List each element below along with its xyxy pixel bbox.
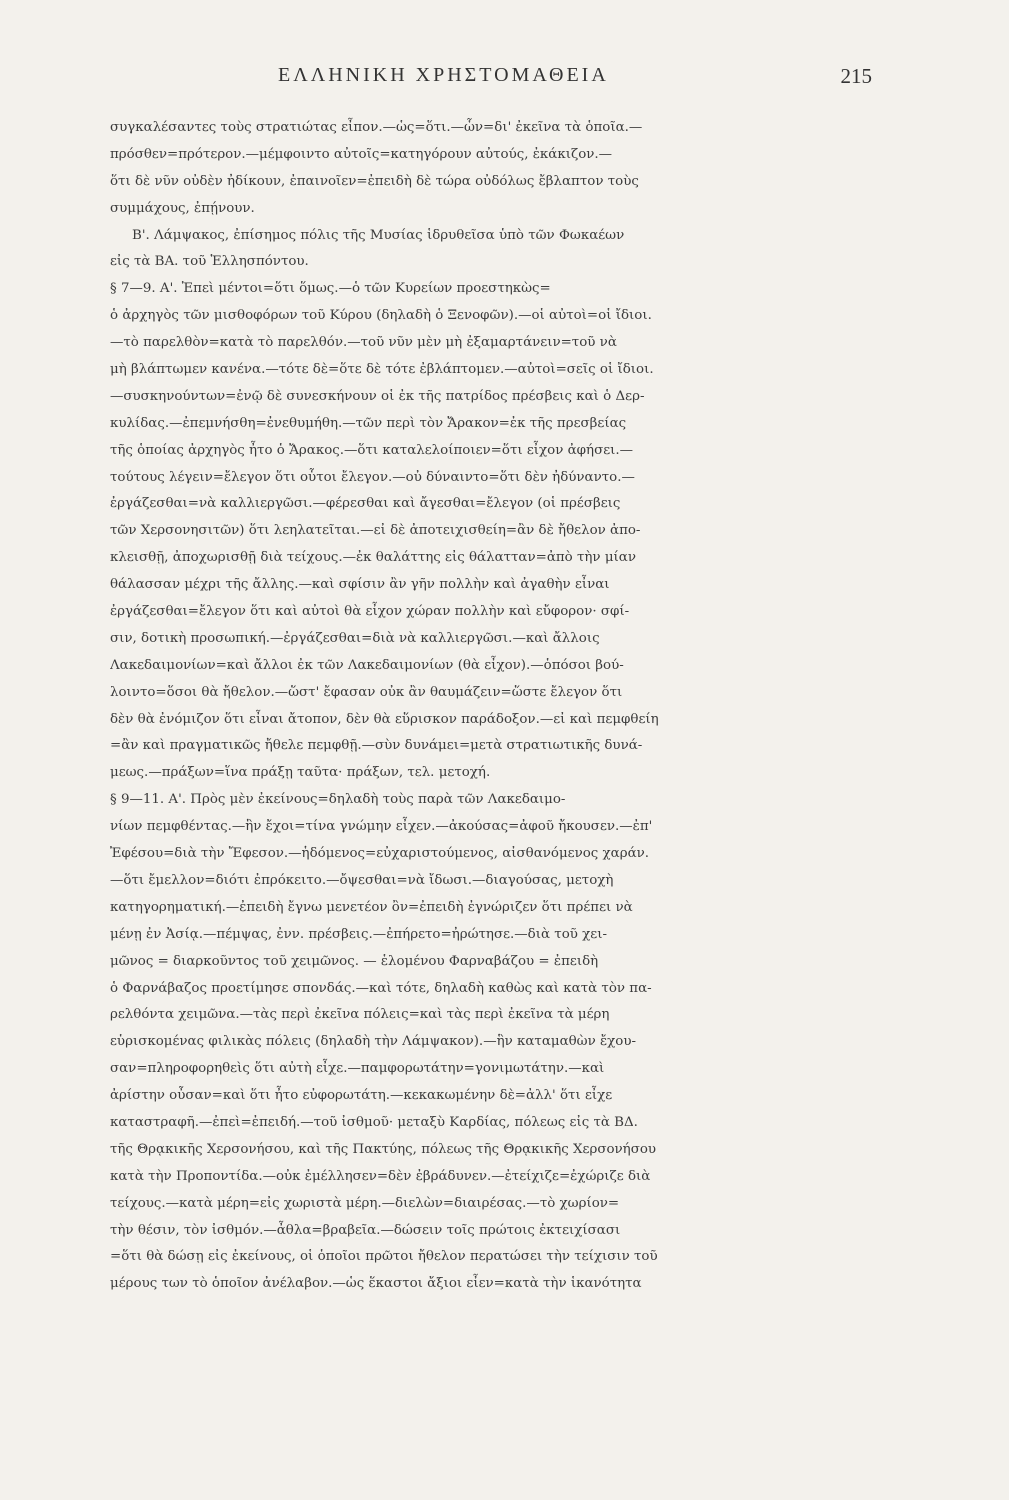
text-line: Β'. Λάμψακος, ἐπίσημος πόλις τῆς Μυσίας ἱδρυθεῖσα ὑπὸ τῶν Φωκαέων (132, 227, 625, 243)
text-line: Λακεδαιμονίων=καὶ ἄλλοι ἐκ τῶν Λακεδαιμονίων (θὰ εἶχον).—ὁπόσοι βού- (110, 657, 624, 673)
text-line: μῶνος = διαρκοῦντος τοῦ χειμῶνος. — ἑλομένου Φαρναβάζου = ἐπειδὴ (110, 953, 599, 969)
text-line: τὴν θέσιν, τὸν ἰσθμόν.—ἆθλα=βραβεῖα.—δώσειν τοῖς πρώτοις ἐκτειχίσασι (110, 1222, 621, 1238)
text-line: δὲν θὰ ἐνόμιζον ὅτι εἶναι ἄτοπον, δὲν θὰ εὕρισκον παράδοξον.—εἰ καὶ πεμφθείη (110, 711, 659, 727)
text-line: Ἐφέσου=διὰ τὴν Ἔφεσον.—ἡδόμενος=εὐχαριστούμενος, αἰσθανόμενος χαράν. (110, 846, 650, 862)
page-header (110, 64, 882, 94)
text-line: κλεισθῇ, ἀποχωρισθῇ διὰ τείχους.—ἐκ θαλάττης εἰς θάλατταν=ἀπὸ τὴν μίαν (110, 550, 636, 566)
text-line: ρελθόντα χειμῶνα.—τὰς περὶ ἐκεῖνα πόλεις=καὶ τὰς περὶ ἐκεῖνα τὰ μέρη (110, 1007, 610, 1023)
text-line: —τὸ παρελθὸν=κατὰ τὸ παρελθόν.—τοῦ νῦν μὲν μὴ ἐξαμαρτάνειν=τοῦ νὰ (110, 335, 617, 351)
text-line: —ὅτι ἔμελλον=διότι ἐπρόκειτο.—ὄψεσθαι=νὰ ἴδωσι.—διαγούσας, μετοχὴ (110, 872, 614, 888)
text-line: μεως.—πράξων=ἵνα πράξῃ ταῦτα· πράξων, τελ. μετοχή. (110, 765, 491, 781)
text-line: ὁ ἀρχηγὸς τῶν μισθοφόρων τοῦ Κύρου (δηλαδὴ ὁ Ξενοφῶν).—οἱ αὐτοὶ=οἱ ἴδιοι. (110, 308, 652, 324)
text-line: σαν=πληροφορηθεὶς ὅτι αὐτὴ εἶχε.—παμφορωτάτην=γονιμωτάτην.—καὶ (110, 1061, 605, 1077)
text-line: μένῃ ἐν Ἀσίᾳ.—πέμψας, ἐνν. πρέσβεις.—ἐπήρετο=ἠρώτησε.—διὰ τοῦ χει- (110, 926, 607, 942)
text-line: ἐργάζεσθαι=ἔλεγον ὅτι καὶ αὐτοὶ θὰ εἶχον χώραν πολλὴν καὶ εὔφορον· σφί- (110, 604, 630, 620)
text-line: § 9—11. Α'. Πρὸς μὲν ἐκείνους=δηλαδὴ τοὺς παρὰ τῶν Λακεδαιμο- (110, 792, 566, 808)
text-line: λοιντο=ὅσοι θὰ ἤθελον.—ὥστ' ἔφασαν οὐκ ἂν θαυμάζειν=ὥστε ἔλεγον ὅτι (110, 684, 623, 700)
text-line: μέρους των τὸ ὁποῖον ἀνέλαβον.—ὡς ἕκαστοι ἄξιοι εἶεν=κατὰ τὴν ἱκανότητα (110, 1276, 642, 1292)
text-line: κυλίδας.—ἐπεμνήσθη=ἐνεθυμήθη.—τῶν περὶ τὸν Ἄρακον=ἐκ τῆς πρεσβείας (110, 415, 627, 431)
text-line: θάλασσαν μέχρι τῆς ἄλλης.—καὶ σφίσιν ἂν γῆν πολλὴν καὶ ἀγαθὴν εἶναι (110, 577, 610, 593)
text-line: τῶν Χερσονησιτῶν) ὅτι λεηλατεῖται.—εἰ δὲ ἀποτειχισθείη=ἂν δὲ ἤθελον ἀπο- (110, 523, 641, 539)
text-line: =ὅτι θὰ δώσῃ εἰς ἐκείνους, οἱ ὁποῖοι πρῶτοι ἤθελον περατώσει τὴν τείχισιν τοῦ (110, 1249, 658, 1265)
text-line: τείχους.—κατὰ μέρη=εἰς χωριστὰ μέρη.—διελὼν=διαιρέσας.—τὸ χωρίον= (110, 1195, 620, 1211)
text-line: τῆς Θρᾳκικῆς Χερσονήσου, καὶ τῆς Πακτύης, πόλεως τῆς Θρᾳκικῆς Χερσονήσου (110, 1141, 657, 1157)
text-line: εἰς τὰ ΒΑ. τοῦ Ἑλλησπόντου. (110, 254, 309, 270)
text-line: κατηγορηματική.—ἐπειδὴ ἔγνω μενετέον ὂν=ἐπειδὴ ἐγνώριζεν ὅτι πρέπει νὰ (110, 899, 633, 915)
text-line: νίων πεμφθέντας.—ἣν ἔχοι=τίνα γνώμην εἶχεν.—ἀκούσας=ἀφοῦ ἤκουσεν.—ἐπ' (110, 819, 653, 835)
text-line: τούτους λέγειν=ἔλεγον ὅτι οὗτοι ἔλεγον.—οὐ δύναιντο=ὅτι δὲν ἠδύναντο.— (110, 469, 635, 485)
text-line: σιν, δοτικὴ προσωπική.—ἐργάζεσθαι=διὰ νὰ καλλιεργῶσι.—καὶ ἄλλοις (110, 630, 600, 646)
text-line: ὁ Φαρνάβαζος προετίμησε σπονδάς.—καὶ τότε, δηλαδὴ καθὼς καὶ κατὰ τὸν πα- (110, 980, 652, 996)
text-line: τῆς ὁποίας ἀρχηγὸς ἦτο ὁ Ἄρακος.—ὅτι καταλελοίποιεν=ὅτι εἶχον ἀφήσει.— (110, 442, 634, 458)
text-line: =ἂν καὶ πραγματικῶς ἤθελε πεμφθῇ.—σὺν δυνάμει=μετὰ στρατιωτικῆς δυνά- (110, 738, 643, 754)
text-line: —συσκηνούντων=ἐνῷ δὲ συνεσκήνουν οἱ ἐκ τῆς πατρίδος πρέσβεις καὶ ὁ Δερ- (110, 388, 645, 404)
text-line: § 7—9. Α'. Ἐπεὶ μέντοι=ὅτι ὅμως.—ὁ τῶν Κυρείων προεστηκὼς= (110, 281, 551, 297)
text-line: καταστραφῆ.—ἐπεὶ=ἐπειδή.—τοῦ ἰσθμοῦ· μεταξὺ Καρδίας, πόλεως εἰς τὰ ΒΔ. (110, 1114, 638, 1130)
text-line: ἀρίστην οὖσαν=καὶ ὅτι ἦτο εὐφορωτάτη.—κεκακωμένην δὲ=ἀλλ' ὅτι εἶχε (110, 1088, 613, 1104)
text-line: ἐργάζεσθαι=νὰ καλλιεργῶσι.—φέρεσθαι καὶ ἄγεσθαι=ἔλεγον (οἱ πρέσβεις (110, 496, 621, 512)
text-line: ὅτι δὲ νῦν οὐδὲν ἠδίκουν, ἐπαινοῖεν=ἐπειδὴ δὲ τώρα οὐδόλως ἔβλαπτον τοὺς (110, 173, 639, 189)
page-number: 215 (840, 64, 872, 88)
commentary-text (110, 115, 882, 1298)
running-title: ΕΛΛΗΝΙΚΗ ΧΡΗΣΤΟΜΑΘΕΙΑ (278, 64, 609, 86)
text-line: συμμάχους, ἐπῄνουν. (110, 200, 255, 216)
text-line: εὑρισκομένας φιλικὰς πόλεις (δηλαδὴ τὴν Λάμψακον).—ἣν καταμαθὼν ἔχου- (110, 1034, 637, 1050)
text-line: πρόσθεν=πρότερον.—μέμφοιντο αὐτοῖς=κατηγόρουν αὐτούς, ἐκάκιζον.— (110, 146, 613, 162)
text-line: μὴ βλάπτωμεν κανένα.—τότε δὲ=ὅτε δὲ τότε ἐβλάπτομεν.—αὐτοὶ=σεῖς οἱ ἴδιοι. (110, 362, 654, 378)
text-line: συγκαλέσαντες τοὺς στρατιώτας εἶπον.—ὡς=ὅτι.—ὧν=δι' ἐκεῖνα τὰ ὁποῖα.— (110, 120, 643, 135)
text-line: κατὰ τὴν Προποντίδα.—οὐκ ἐμέλλησεν=δὲν ἐβράδυνεν.—ἐτείχιζε=ἐχώριζε διὰ (110, 1168, 651, 1184)
